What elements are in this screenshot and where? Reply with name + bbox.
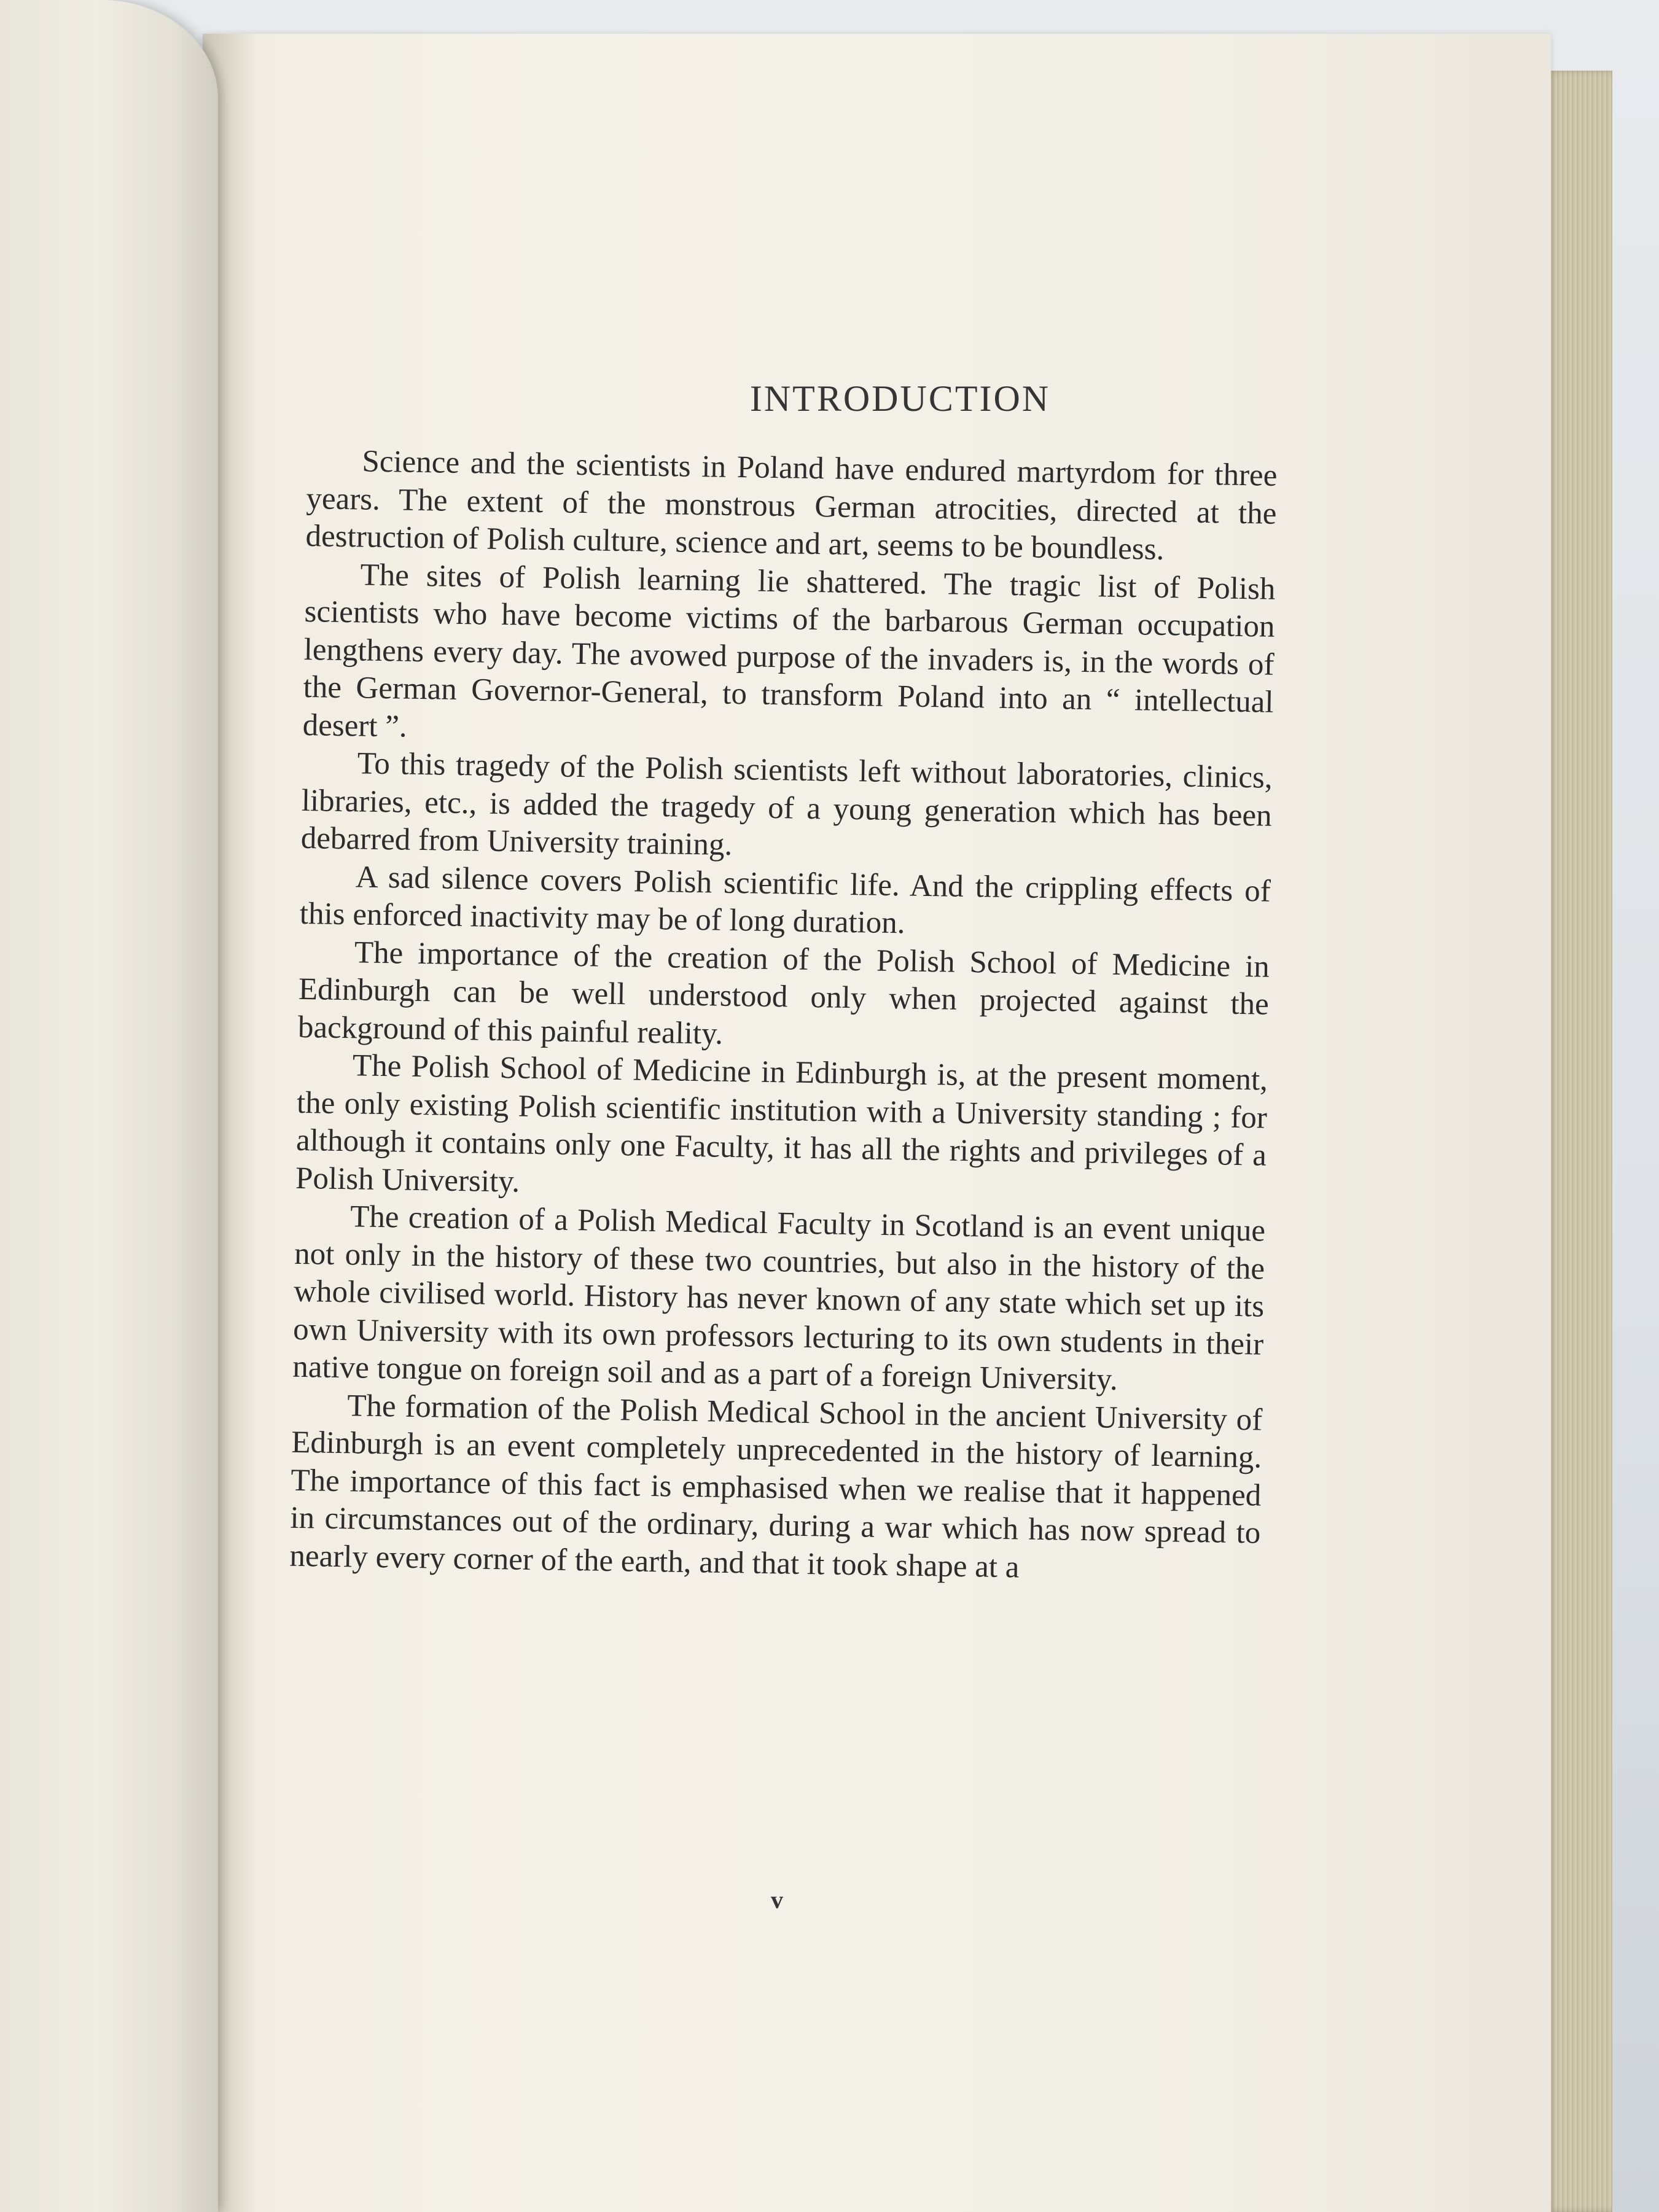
paragraph: A sad silence covers Polish scientific life. And the crippling effects of this enforced inactivity may be of long duration. — [299, 859, 1271, 941]
page-number: v — [771, 1886, 783, 1914]
paragraph: The importance of the creation of the Polish School of Medicine in Edinburgh can be well understood only when projected against the background of this painful reality. — [297, 935, 1270, 1051]
paragraph: The sites of Polish learning lie shattered. The tragic list of Polish scientists who have become victims of the barbarous German occupation lengthens every day. The avowed purpose of the invaders is, in the words of the German Governor-General, to transform Poland into an “ intellectual desert ”. — [302, 557, 1276, 744]
chapter-heading: INTRODUCTION — [749, 378, 1051, 419]
left-page-curl — [0, 0, 218, 2212]
paragraph: Science and the scientists in Poland have endured martyrdom for three years. The extent of the monstrous German atrocities, directed at the destruction of Polish culture, science and art, seems to be boundless. — [305, 444, 1278, 567]
paragraph: To this tragedy of the Polish scientists left without laboratories, clinics, libraries, etc., is added the tragedy of a young generation which has been debarred from University training. — [300, 746, 1273, 862]
paragraph: The creation of a Polish Medical Faculty in Scotland is an event unique not only in the history of these two countries, but also in the history of the whole civilised world. History has never known of any state which set up its own University with its own professors lecturing to its own students in their native tongue on foreign soil and as a part of a foreign University. — [292, 1199, 1266, 1397]
paragraph: The formation of the Polish Medical School in the ancient University of Edinburgh is an event completely unprecedented in the history of learning. The importance of this fact is emphasised when we realise that it happened in circumstances out of the ordinary, during a war which has now spread to nearly every corner of the earth, and that it took shape at a — [289, 1388, 1263, 1584]
body-text — [289, 442, 1278, 1591]
paragraph: The Polish School of Medicine in Edinburgh is, at the present moment, the only existing Polish scientific institution with a University standing ; for although it contains only one Faculty, it has all the rights and privileges of a Polish University. — [295, 1048, 1268, 1199]
